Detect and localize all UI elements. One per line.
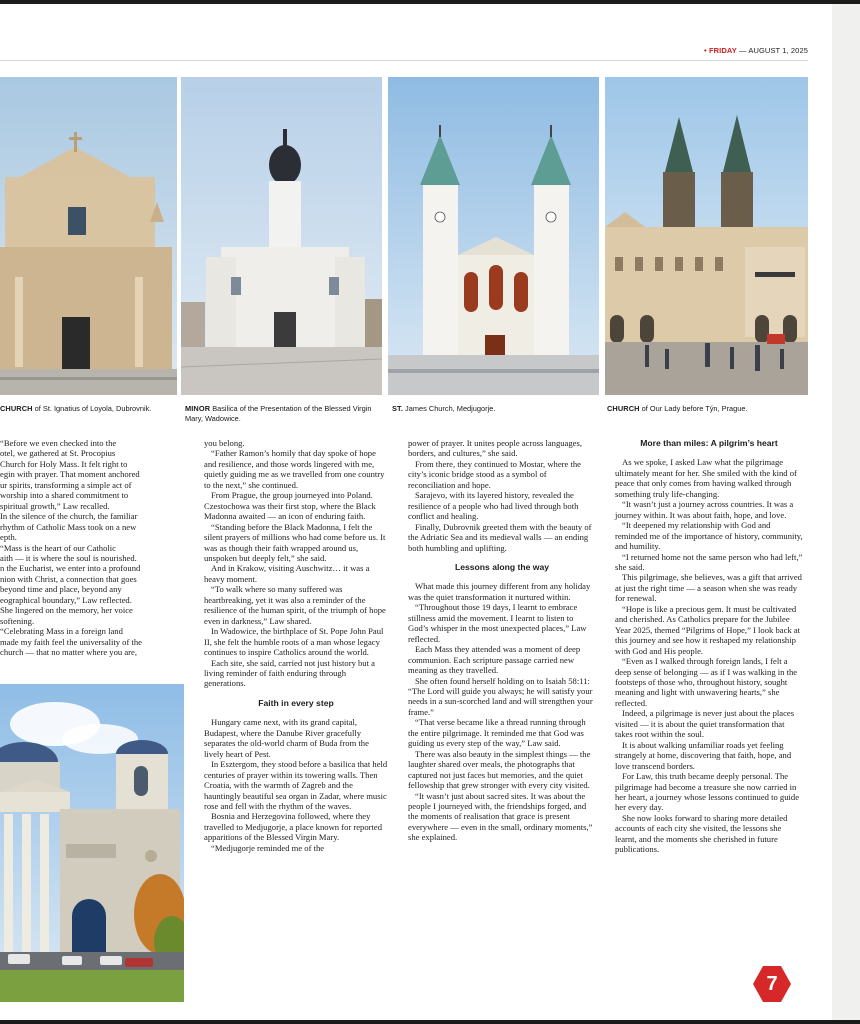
col2-paragraph: you belong. — [204, 438, 245, 448]
caption-prague — [607, 404, 807, 414]
col2-paragraph: And in Krakow, visiting Auschwitz… it was a heavy moment. — [204, 563, 370, 584]
col1-line: “Mass is the heart of our Catholic — [0, 542, 116, 553]
col3-paragraph: “Throughout those 19 days, I learnt to embrace stillness amid the movement. I learnt to listen to God’s whisper in the most unexpected places,” Law reflected. — [408, 602, 587, 644]
col1-line: made my faith feel the universality of the — [0, 636, 142, 647]
col1-line: aith — it is where the soul is nourished. — [0, 552, 137, 563]
col2-paragraph: “Medjugorje reminded me of the — [211, 842, 325, 853]
photo-medjugorje-church — [388, 77, 599, 395]
photo-prague-tyn-church — [605, 77, 808, 395]
col4-paragraph: She now looks forward to sharing more detailed accounts of each city she visited, the lessons she learnt, and the moments she cherished in future publications. — [615, 812, 788, 855]
subheading-faith-in-every-step: Faith in every step — [258, 697, 334, 708]
col4-paragraph: As we spoke, I asked Law what the pilgrimage ultimately meant for her. She smiled with the kind of peace that only comes from having walked through something truly life-changing. — [615, 457, 797, 499]
subheading-lessons-along-the-way: Lessons along the way — [454, 561, 550, 572]
subheading-more-than-miles: More than miles: A pilgrim’s heart — [640, 438, 778, 448]
col3-paragraph: “It wasn’t just about sacred sites. It was about the people I journeyed with, the friendships forged, and the moments of realisation that grace is present everywhere — even in the small, ordinary moments,” she explained. — [408, 790, 593, 843]
article-column-4 — [615, 438, 803, 855]
caption-wadowice-text: Basilica of the Presentation of the Blessed Virgin Mary, Wadowice. — [185, 404, 372, 423]
col4-paragraph: “I returned home not the same person who had left,” she said. — [615, 551, 803, 572]
col2-paragraph: From Prague, the group journeyed into Poland. Czestochowa was their first stop, where the Black Madonna awaited — an icon of enduring faith. — [204, 490, 376, 522]
article-column-3 — [408, 438, 596, 843]
bottom-border — [0, 1020, 860, 1024]
caption-dubrovnik-text: of St. Ignatius of Loyola, Dubrovnik. — [32, 404, 152, 413]
col1-line: Church for Holy Mass. It felt right to — [0, 458, 128, 469]
col3-paragraph: There was also beauty in the simplest things — the laughter shared over meals, the photographs that captured not just faces but memories, and the quiet fellowship that grew stronger with every city visited. — [408, 748, 591, 791]
col1-line: rhythm of Catholic Mass took on a new — [0, 521, 137, 532]
col1-line: n the Eucharist, we enter into a profound — [0, 563, 141, 574]
col4-paragraph: It is about walking unfamiliar roads yet feeling strangely at home, discovering that faith, hope, and love transcend borders. — [615, 739, 792, 771]
photo-wadowice-basilica — [181, 77, 382, 395]
col1-line: epth. — [0, 532, 17, 543]
newspaper-page — [0, 4, 832, 1020]
col1-line: beyond time and place, beyond any — [0, 584, 122, 595]
col4-paragraph: “Hope is like a precious gem. It must be cultivated and cherished. As Catholics prepare for the Jubilee Year 2025, themed “Pilgrims of Hope,” I look back at this journey and see how it reshaped my relationship with God and His people. — [615, 603, 801, 656]
col1-line: worship into a shared commitment to — [0, 490, 129, 501]
caption-medjugorje — [392, 404, 597, 414]
article-column-1 — [0, 438, 178, 658]
col1-line: church — that no matter where you are, — [0, 647, 137, 658]
col4-paragraph: “It wasn’t just a journey across countries. It was a journey within. It was about faith, hope, and love. — [615, 499, 794, 520]
photo-esztergom-basilica — [0, 684, 184, 1002]
col4-paragraph: Indeed, a pilgrimage is never just about the places visited — it is about the quiet transformation that takes root within the soul. — [615, 708, 795, 740]
caption-dubrovnik-lead: CHURCH — [0, 404, 33, 413]
caption-medjugorje-lead: ST. — [392, 404, 403, 413]
dateline: • FRIDAY — AUGUST 1, 2025 — [704, 46, 808, 55]
col3-paragraph: power of prayer. It unites people across languages, borders, and cultures,” she said. — [408, 438, 582, 459]
col2-paragraph: “To walk where so many suffered was heartbreaking, yet it was also a reminder of the resilience of the human spirit, of the triumph of hope even in darkness,” Law shared. — [204, 584, 386, 626]
col1-line: spiritual growth,” Law recalled. — [0, 500, 110, 511]
col4-paragraph: This pilgrimage, she believes, was a gift that arrived at just the right time — a season when she was ready for renewal. — [615, 572, 802, 604]
article-column-2 — [204, 438, 388, 853]
col1-line: nion with Christ, a connection that goes — [0, 573, 137, 584]
col1-line: egin with prayer. That moment anchored — [0, 469, 140, 480]
col2-paragraph: Each site, she said, carried not just history but a living reminder of faith enduring through generations. — [204, 657, 375, 689]
col1-line: “Before we even checked into the — [0, 438, 117, 448]
dateline-day: FRIDAY — [708, 46, 737, 55]
col3-paragraph: “That verse became like a thread running through the entire pilgrimage. It reminded me that God was guiding us every step of the way,” Law said. — [408, 717, 586, 749]
caption-wadowice — [185, 404, 385, 424]
col3-paragraph: Sarajevo, with its layered history, revealed the resilience of a people who had lived through both conflict and healing. — [408, 490, 579, 522]
caption-prague-text: of Our Lady before Týn, Prague. — [639, 404, 748, 413]
page-number: 7 — [766, 973, 778, 995]
dateline-date: AUGUST 1, 2025 — [748, 46, 808, 55]
col4-paragraph: For Law, this truth became deeply personal. The pilgrimage had become a treasure she now carried in her heart, a journey whose lessons continued to guide her every day. — [615, 771, 800, 813]
col3-paragraph: From there, they continued to Mostar, where the city’s iconic bridge stood as a symbol of reconciliation and hope. — [408, 458, 581, 490]
col2-paragraph: Hungary came next, with its grand capital, Budapest, where the Danube River gracefully separates the old-world charm of Buda from the lively heart of Pest. — [204, 717, 369, 759]
col3-paragraph: She often found herself holding on to Isaiah 58:11: “The Lord will guide you always; he will satisfy your needs in a sun-scorched land and will strengthen your frame.” — [408, 675, 593, 717]
col4-paragraph: “It deepened my relationship with God and reminded me of the importance of history, community, and humility. — [615, 520, 803, 552]
caption-medjugorje-text: James Church, Medjugorje. — [402, 404, 496, 413]
photo-dubrovnik-church — [0, 77, 177, 395]
page-number-badge — [752, 964, 792, 1004]
col3-paragraph: Finally, Dubrovnik greeted them with the beauty of the Adriatic Sea and its medieval walls — an ending both humbling and uplifting. — [408, 521, 592, 553]
col1-line: “Celebrating Mass in a foreign land — [0, 626, 123, 637]
col2-paragraph: “Standing before the Black Madonna, I felt the silent prayers of millions who had come before us. It was as though their faith wrapped around us, unspoken but deeply felt,” she said. — [204, 521, 386, 563]
caption-wadowice-lead: MINOR — [185, 404, 211, 413]
header-rule — [0, 60, 808, 61]
col2-paragraph: Bosnia and Herzegovina followed, where they travelled to Medjugorje, a place known for reported apparitions of the Blessed Virgin Mary. — [204, 811, 383, 843]
col3-paragraph: Each Mass they attended was a moment of deep communion. Each scripture passage carried new meaning as they travelled. — [408, 644, 581, 676]
col3-paragraph: What made this journey different from any holiday was the quiet transformation it nurtured within. — [408, 581, 591, 602]
caption-dubrovnik — [0, 404, 175, 414]
col1-line: otel, we gathered at St. Procopius — [0, 448, 116, 459]
col1-line: eographical boundary,” Law reflected. — [0, 594, 132, 605]
col2-paragraph: In Esztergom, they stood before a basilica that held centuries of prayer within its towering walls. Then Croatia, with the warmth of Zagreb and the hauntingly beautiful sea organ in Zadar, where music rose and fell with the rhythm of the waves. — [204, 759, 388, 811]
col1-line: ur spirits, transforming a simple act of — [0, 479, 132, 490]
col2-paragraph: In Wadowice, the birthplace of St. Pope John Paul II, she felt the humble roots of a man whose legacy continues to inspire Catholics around the world. — [204, 626, 384, 658]
page-gutter — [832, 4, 860, 1020]
col1-line: In the silence of the church, the familiar — [0, 511, 138, 522]
col1-line: softening. — [0, 615, 35, 626]
dateline-separator: — — [738, 46, 747, 55]
col4-paragraph: “Even as I walked through foreign lands, I felt a deep sense of belonging — as if I was walking in the footsteps of those who, throughout history, sought meaning and light with unwavering hearts,” she reflected. — [615, 656, 798, 708]
caption-prague-lead: CHURCH — [607, 404, 640, 413]
col1-line: She lingered on the memory, her voice — [0, 605, 133, 616]
col2-paragraph: “Father Ramon’s homily that day spoke of hope and resilience, and those words lingered with me, quietly guiding me as we travelled from one country to the next,” she continued. — [204, 448, 385, 490]
